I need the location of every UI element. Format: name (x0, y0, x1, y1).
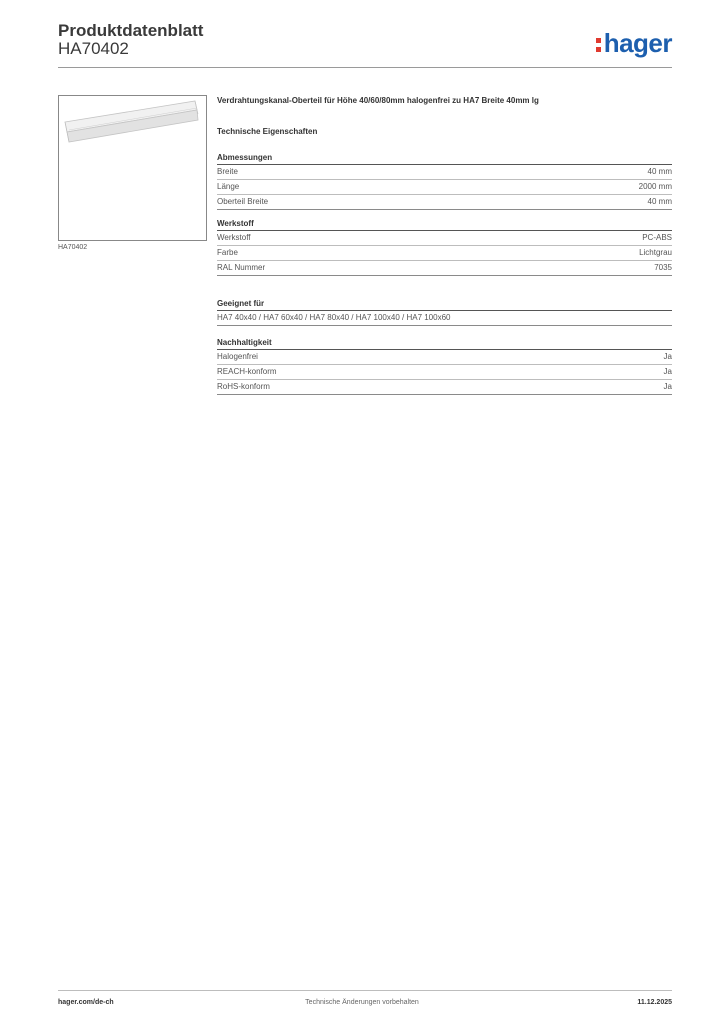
row-label: RAL Nummer (217, 263, 266, 272)
row-value: 40 mm (647, 197, 672, 206)
row-value: PC-ABS (642, 233, 672, 242)
table-row (217, 231, 672, 246)
table-row (217, 195, 672, 210)
row-label: Werkstoff (217, 233, 251, 242)
group-nachhaltigkeit (217, 338, 672, 395)
image-caption: HA70402 (58, 244, 88, 251)
table-row (217, 365, 672, 380)
group-geeignet (217, 299, 672, 326)
header-divider (58, 67, 672, 68)
table-row (217, 180, 672, 195)
section-title: Technische Eigenschaften (217, 127, 318, 136)
product-description: Verdrahtungskanal-Oberteil für Höhe 40/60/80mm halogenfrei zu HA7 Breite 40mm lg (217, 96, 539, 105)
hager-logo (596, 28, 672, 59)
row-label: Farbe (217, 248, 238, 257)
group-title: Nachhaltigkeit (217, 338, 672, 350)
group-title: Werkstoff (217, 219, 672, 231)
table-row (217, 350, 672, 365)
row-label: Oberteil Breite (217, 197, 269, 206)
group-title: Geeignet für (217, 299, 672, 311)
cable-duct-cover-icon (59, 96, 206, 240)
group-title: Abmessungen (217, 153, 672, 165)
row-label: HA7 40x40 / HA7 60x40 / HA7 80x40 / HA7 100x40 / HA7 100x60 (217, 313, 451, 322)
row-label: REACH-konform (217, 367, 277, 376)
table-row (217, 261, 672, 276)
row-value: 40 mm (647, 167, 672, 176)
row-label: Breite (217, 167, 238, 176)
logo-dots-icon (596, 35, 602, 53)
product-details (217, 96, 672, 404)
group-werkstoff (217, 219, 672, 276)
footer-divider (58, 990, 672, 991)
row-value: Ja (663, 367, 672, 376)
row-value: Lichtgrau (639, 248, 672, 257)
row-label: Länge (217, 182, 240, 191)
group-abmessungen (217, 153, 672, 210)
row-label: RoHS-konform (217, 382, 270, 391)
document-title: Produktdatenblatt (58, 21, 204, 40)
product-image (58, 95, 207, 241)
logo-text: hager (603, 28, 672, 58)
row-value: Ja (663, 382, 672, 391)
table-row (217, 311, 672, 326)
row-value: 2000 mm (638, 182, 672, 191)
row-value: 7035 (654, 263, 672, 272)
article-number: HA70402 (58, 39, 129, 58)
table-row (217, 380, 672, 395)
row-label: Halogenfrei (217, 352, 258, 361)
table-row (217, 165, 672, 180)
footer-website-link[interactable]: hager.com/de-ch (58, 999, 114, 1006)
footer-notice: Technische Änderungen vorbehalten (305, 999, 419, 1006)
table-row (217, 246, 672, 261)
footer-date: 11.12.2025 (637, 999, 672, 1006)
row-value: Ja (663, 352, 672, 361)
